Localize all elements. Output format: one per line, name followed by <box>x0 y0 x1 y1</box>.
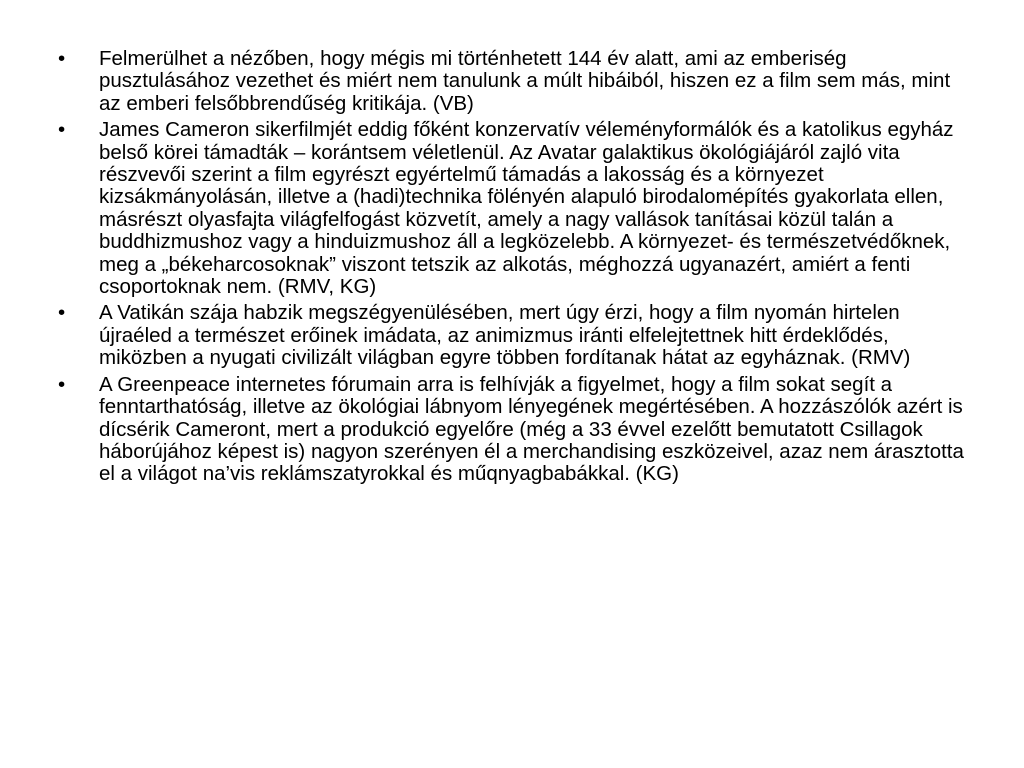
bullet-item-4 <box>58 374 970 486</box>
bullet-icon: • <box>58 372 66 396</box>
bullet-text: A Greenpeace internetes fórumain arra is felhívják a figyelmet, hogy a film sokat segít a fenntarthatóság, illetve az ökológiai lábnyom lényegének megértésében. A hozzászólók azért is dícsérik Cameront, mert a produkció egyelőre (még a 33 évvel ezelőtt bemutatott Csillagok háborújához képest is) nagyon szerényen él a merchandising eszközeivel, azaz nem árasztotta el a világot na’vis reklámszatyrokkal és műqnyagbabákkal. (KG) <box>99 372 964 486</box>
bullet-icon: • <box>58 118 66 142</box>
bullet-text: A Vatikán szája habzik megszégyenülésében, mert úgy érzi, hogy a film nyomán hirtelen újraéled a természet erőinek imádata, az animizmus iránti elfelejtettnek hitt érdeklődés, miközben a nyugati civilizált világban egyre többen fordítanak hátat az egyháznak. (RMV) <box>99 301 911 370</box>
bullet-text: Felmerülhet a nézőben, hogy mégis mi történhetett 144 év alatt, ami az emberiség pusztulásához vezethet és miért nem tanulunk a múlt hibáiból, hiszen ez a film sem más, mint az emberi felsőbbrendűség kritikája. (VB) <box>99 47 951 115</box>
bullet-icon: • <box>58 301 66 325</box>
bullet-list <box>58 48 970 490</box>
bullet-icon: • <box>58 47 66 70</box>
bullet-text: James Cameron sikerfilmjét eddig főként konzervatív véleményformálók és a katolikus egyház belső körei támadták – korántsem véletlenül. Az Avatar galaktikus ökológiájáról zajló vita részvevői szerint a film egyrészt egyértelmű támadás a lakosság és a környezet kizsákmányolásán, illetve a (hadi)technika fölényén alapuló birodalomépítés gyakorlata ellen, másrészt olyasfajta világfelfogást közvetít, amely a nagy vallások tanításai közül talán a buddhizmushoz vagy a hinduizmushoz áll a legközelebb. A környezet- és természetvédőknek, meg a „békeharcosoknak” viszont tetszik az alkotás, méghozzá ugyanazért, amiért a fenti csoportoknak nem. (RMV, KG) <box>99 118 954 299</box>
bullet-item-1 <box>58 48 970 115</box>
bullet-item-3 <box>58 302 970 369</box>
bullet-item-2 <box>58 119 970 298</box>
